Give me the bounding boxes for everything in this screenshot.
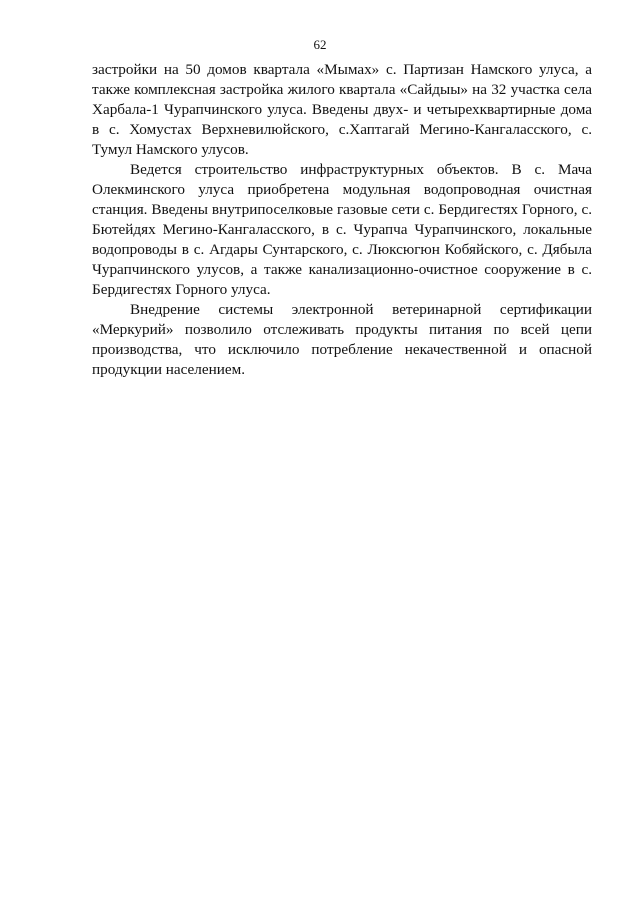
page-number: 62 <box>313 37 327 52</box>
paragraph-3: Внедрение системы электронной ветеринарной сертификации «Меркурий» позволило отслеживать продукты питания по всей цепи производства, что исключило потребление некачественной и опасной продукции населением. <box>92 301 592 378</box>
paragraph-2: Ведется строительство инфраструктурных объектов. В с. Мача Олекминского улуса приобретена модульная водопроводная очистная станция. Введены внутрипоселковые газовые сети с. Бердигестях Горного, с. Бютейдях Мегино-Кангаласского, в с. Чурапча Чурапчинского, локальные водопроводы в с. Агдары Сунтарского, с. Люксюгюн Кобяйского, с. Дябыла Чурапчинского улусов, а также канализационно-очистное сооружение в с. Бердигестях Горного улуса. <box>92 161 592 298</box>
body-text <box>92 60 592 380</box>
paragraph-1: застройки на 50 домов квартала «Мымах» с. Партизан Намского улуса, а также комплексная застройка жилого квартала «Сайдыы» на 32 участка села Харбала-1 Чурапчинского улуса. Введены двух- и четырехквартирные дома в с. Хомустах Верхневилюйского, с.Хаптагай Мегино-Кангаласского, с. Тумул Намского улусов. <box>92 61 592 158</box>
